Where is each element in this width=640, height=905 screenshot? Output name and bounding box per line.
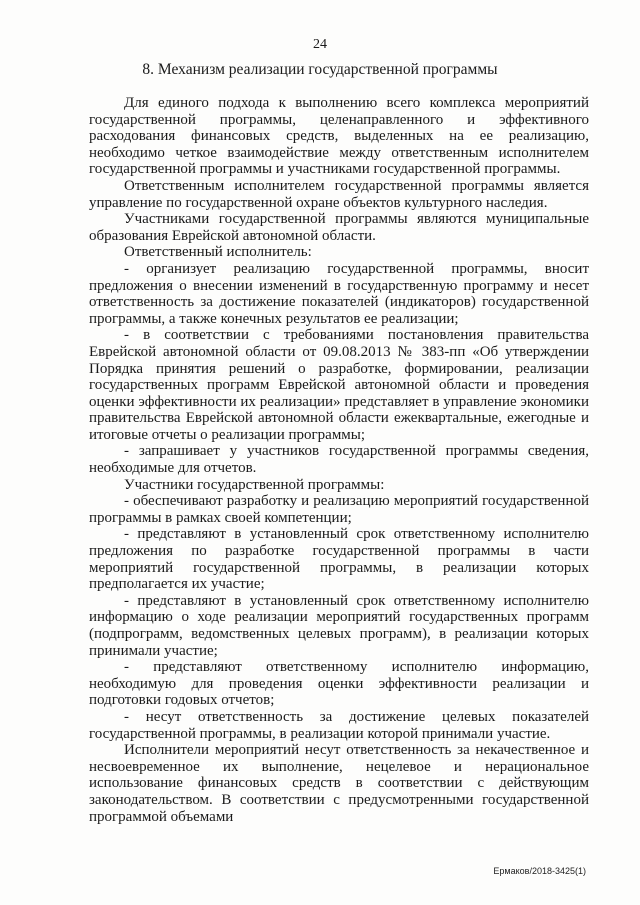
page-number: 24 <box>313 37 327 52</box>
paragraph-participants-heading: Участники государственной программы: <box>124 476 385 493</box>
list-item: - представляют ответственному исполнителю информацию, необходимую для проведения оценки эффективности реализации и подготовки годовых отчетов; <box>89 659 589 709</box>
paragraph-participants: Участниками государственной программы являются муниципальные образования Еврейской автономной области. <box>89 211 589 244</box>
paragraph-responsible-executor: Ответственным исполнителем государственной программы является управление по государственной охране объектов культурного наследия. <box>89 177 589 211</box>
list-item: - представляют в установленный срок ответственному исполнителю информацию о ходе реализации мероприятий государственных программ (подпрограмм, ведомственных целевых программ), в реализации которых принимали участие; <box>89 592 589 659</box>
section-title: 8. Механизм реализации государственной программы <box>142 61 498 78</box>
document-footer-code: Ермаков/2018-3425(1) <box>493 866 586 876</box>
paragraph-executor-heading: Ответственный исполнитель: <box>124 244 312 261</box>
list-item: - представляют в установленный срок ответственному исполнителю предложения по разработке государственной программы в части мероприятий государственной программы, в реализации которых предполагается их участие; <box>89 526 589 593</box>
list-item: - несут ответственность за достижение целевых показателей государственной программы, в реализации которой принимали участие. <box>89 708 589 742</box>
paragraph-responsibility: Исполнители мероприятий несут ответственность за некачественное и несвоевременное их выполнение, нецелевое и нерациональное использование финансовых средств в соответствии с действующим законодательством. В соответствии с предусмотренными государственной программой объемами <box>89 742 589 825</box>
list-item: - в соответствии с требованиями постановления правительства Еврейской автономной области от 09.08.2013 № 383-пп «Об утверждении Порядка принятия решений о разработке, формировании, реализации государственных программ Еврейской автономной области и проведения оценки эффективности их реализации» представляет в управление экономики правительства Еврейской автономной области ежеквартальные, ежегодные и итоговые отчеты о реализации программы; <box>89 327 589 443</box>
list-item: - обеспечивают разработку и реализацию мероприятий государственной программы в рамках своей компетенции; <box>89 493 589 526</box>
list-item: - организует реализацию государственной программы, вносит предложения о внесении изменений в государственную программу и несет ответственность за достижение показателей (индикаторов) государственной программы, а также конечных результатов ее реализации; <box>89 260 589 327</box>
paragraph-intro: Для единого подхода к выполнению всего комплекса мероприятий государственной программы, целенаправленного и эффективного расходования финансовых средств, выделенных на ее реализацию, необходимо четкое взаимодействие между ответственным исполнителем государственной программы и участниками государственной программы. <box>89 95 589 178</box>
list-item: - запрашивает у участников государственной программы сведения, необходимые для отчетов. <box>89 443 589 477</box>
document-body <box>89 95 589 825</box>
